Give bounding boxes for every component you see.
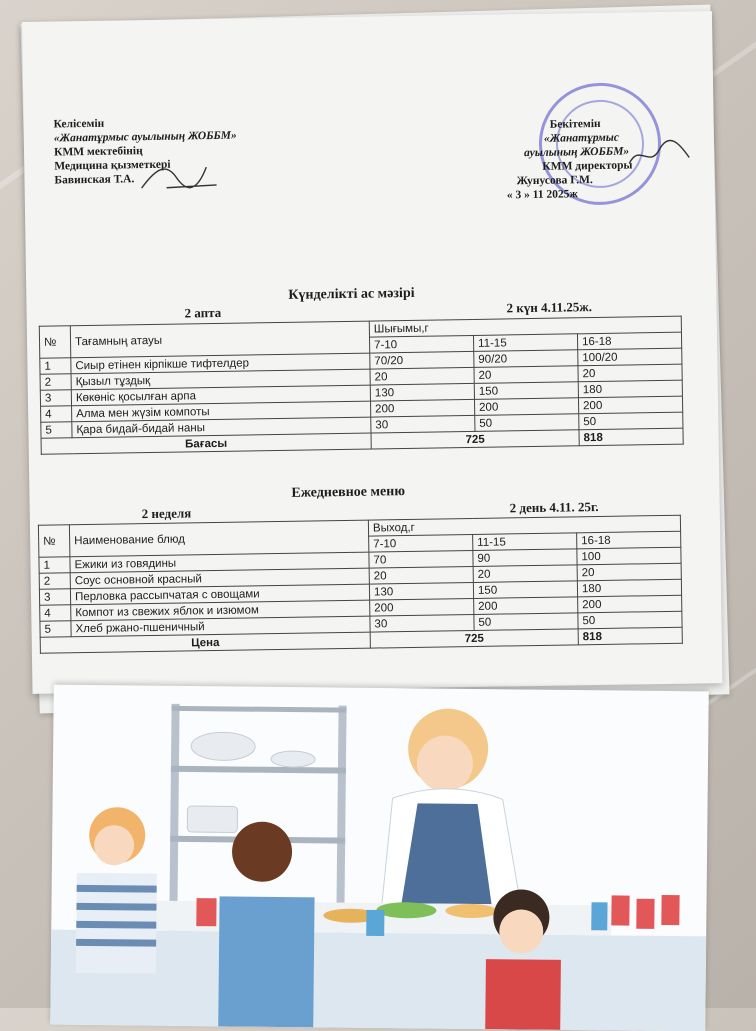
approval-left-line: КММ мектебінің <box>53 145 143 159</box>
row-value: 20 <box>474 366 578 384</box>
row-value: 130 <box>370 383 474 401</box>
row-value: 50 <box>579 412 683 430</box>
row-value: 100 <box>577 547 681 565</box>
kz-week-label: 2 апта <box>184 304 222 321</box>
row-value: 20 <box>578 364 682 382</box>
ru-header-age: 7-10 <box>369 534 473 552</box>
total-value: 818 <box>579 428 683 446</box>
row-num: 5 <box>41 422 72 438</box>
approval-left-line: Медицина қызметкері <box>54 158 171 173</box>
row-value: 200 <box>474 597 578 615</box>
signature-left-icon <box>136 157 227 198</box>
row-value: 100/20 <box>578 348 682 366</box>
canteen-illustration <box>50 685 709 1031</box>
approval-left-line: Келісемін <box>53 117 105 131</box>
kz-menu-title: Күнделікті ас мәзірі <box>288 285 415 303</box>
approval-right-line: Бекітемін <box>549 117 601 131</box>
row-value: 180 <box>578 380 682 398</box>
row-value: 90 <box>473 549 577 567</box>
approval-left-line: «Жанатұрмыс ауылының ЖОББМ» <box>53 129 237 145</box>
row-num: 1 <box>40 358 71 374</box>
row-value: 50 <box>475 414 579 432</box>
row-dish: Перловка рассыпчатая с овощами <box>70 584 369 605</box>
row-value: 180 <box>577 579 681 597</box>
approval-right-line: Жунусова Г.М. <box>516 174 593 188</box>
row-dish: Қызыл тұздық <box>71 369 370 390</box>
kz-header-output: Шығымы,г <box>369 316 681 337</box>
row-value: 200 <box>474 398 578 416</box>
menu-document <box>22 11 722 694</box>
total-value: 725 <box>371 430 579 449</box>
row-value: 50 <box>578 611 682 629</box>
row-num: 4 <box>40 605 71 621</box>
kz-day-label: 2 күн 4.11.25ж. <box>506 299 593 316</box>
row-value: 150 <box>473 581 577 599</box>
row-value: 130 <box>369 582 473 600</box>
row-dish: Қара бидай-бидай наны <box>72 417 371 438</box>
total-value: 725 <box>370 629 578 648</box>
row-value: 20 <box>577 563 681 581</box>
ru-menu-title: Ежедневное меню <box>291 484 406 501</box>
approval-right-line: КММ директоры <box>542 159 633 173</box>
total-label: Цена <box>40 632 370 653</box>
row-value: 20 <box>369 566 473 584</box>
ru-menu-table <box>38 515 683 654</box>
row-value: 200 <box>578 396 682 414</box>
approval-right-block <box>494 116 633 202</box>
row-value: 30 <box>370 614 474 632</box>
row-value: 20 <box>473 565 577 583</box>
row-dish: Компот из свежих яблок и изюмом <box>71 600 370 621</box>
ru-day-label: 2 день 4.11. 25г. <box>509 499 599 516</box>
signature-right-icon <box>624 137 695 174</box>
kz-header-age: 11-15 <box>473 334 577 352</box>
approval-right-line: «Жанатұрмыс <box>543 131 620 145</box>
row-dish: Көкөніс қосылған арпа <box>71 385 370 406</box>
approval-left-line: Бавинская Т.А. <box>54 173 135 187</box>
ru-header-age: 16-18 <box>577 531 681 549</box>
row-dish: Соус основной красный <box>70 568 369 589</box>
ru-header-name: Наименование блюд <box>69 520 368 557</box>
kz-header-age: 16-18 <box>577 332 681 350</box>
ru-header-age: 11-15 <box>473 533 577 551</box>
row-value: 150 <box>474 382 578 400</box>
ru-header-output: Выход,г <box>368 515 680 536</box>
row-value: 90/20 <box>474 350 578 368</box>
row-value: 70 <box>369 550 473 568</box>
row-value: 200 <box>578 595 682 613</box>
row-num: 4 <box>41 406 72 422</box>
approval-right-line: « 3 » 11 2025ж <box>506 188 578 202</box>
row-value: 200 <box>370 399 474 417</box>
row-value: 50 <box>474 613 578 631</box>
row-num: 3 <box>39 589 70 605</box>
row-value: 200 <box>370 598 474 616</box>
approval-right-line: ауылының ЖОББМ» <box>524 145 630 160</box>
row-num: 3 <box>40 390 71 406</box>
total-label: Бағасы <box>41 433 371 454</box>
row-dish: Хлеб ржано-пшеничный <box>71 616 370 637</box>
row-dish: Ежики из говядины <box>70 552 369 573</box>
row-num: 2 <box>40 374 71 390</box>
row-value: 30 <box>371 415 475 433</box>
row-num: 5 <box>40 621 71 637</box>
row-value: 70/20 <box>370 351 474 369</box>
row-value: 20 <box>370 367 474 385</box>
kz-header-num: № <box>39 326 70 358</box>
total-value: 818 <box>578 627 682 645</box>
canteen-scene-icon <box>50 685 709 1031</box>
kz-menu-table <box>39 316 684 455</box>
kz-header-name: Тағамның атауы <box>70 321 369 358</box>
ru-header-num: № <box>38 525 69 557</box>
row-dish: Алма мен жүзім компоты <box>72 401 371 422</box>
row-dish: Сиыр етінен кірпікше тифтелдер <box>71 353 370 374</box>
kz-header-age: 7-10 <box>369 335 473 353</box>
row-num: 1 <box>39 557 70 573</box>
row-num: 2 <box>39 573 70 589</box>
ru-week-label: 2 неделя <box>141 505 192 522</box>
